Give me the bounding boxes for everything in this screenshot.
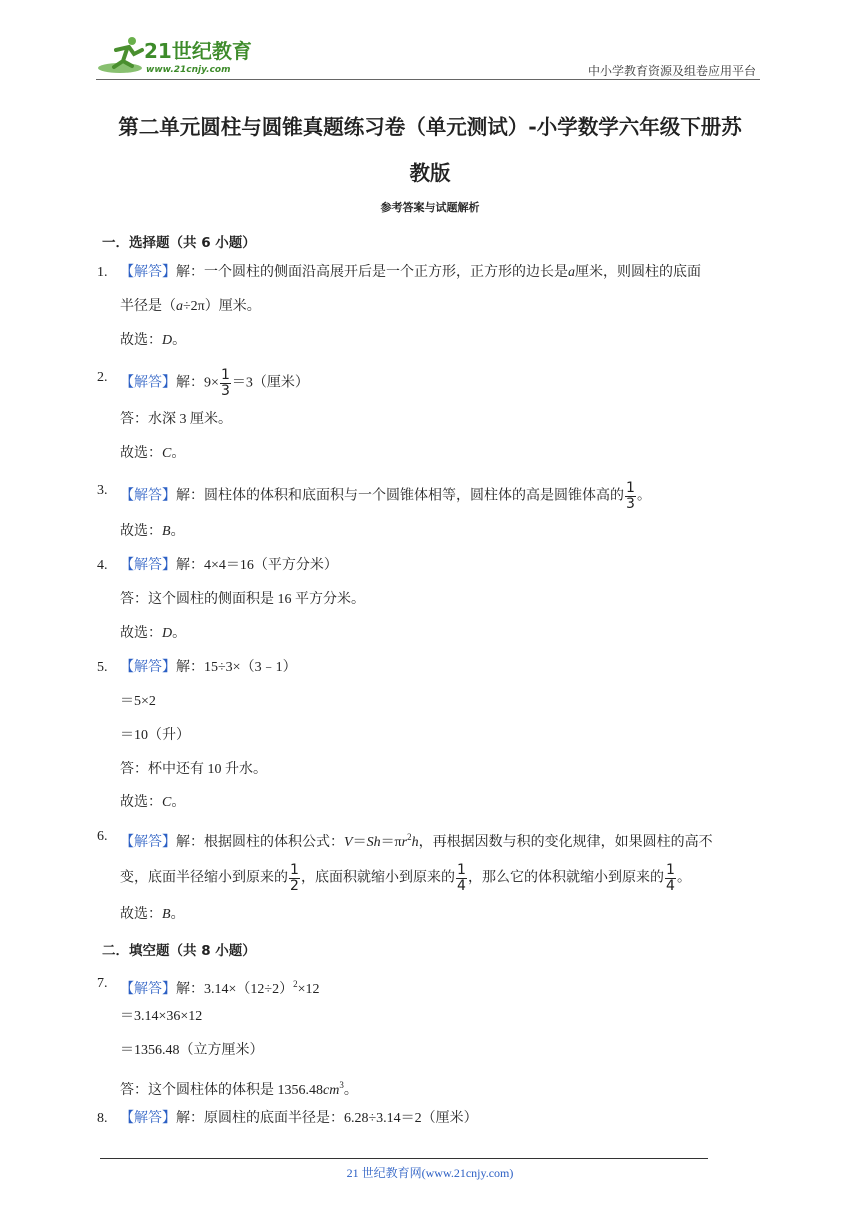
answer-text: ，那么它的体积就缩小到原来的: [468, 870, 664, 886]
choice-line: [120, 331, 186, 351]
question-number: 3.: [97, 483, 108, 498]
answer-text: ×12: [297, 982, 320, 997]
answer-text: 解：圆柱体的体积和底面积与一个圆锥体相等，圆柱体的高是圆锥体高的: [176, 488, 624, 504]
answer-line: ＝5×2: [120, 694, 156, 709]
punct: 。: [637, 488, 651, 504]
question-number: 2.: [97, 370, 108, 385]
question-number: 7.: [97, 976, 108, 991]
page-header: [96, 30, 760, 80]
answer-line: 答：杯中还有 10 升水。: [120, 762, 267, 777]
header-divider: [96, 79, 760, 80]
answer-line: ＝10（升）: [120, 728, 190, 743]
answer-line: [120, 297, 261, 317]
choice-line: [120, 522, 185, 542]
answer-line: [120, 263, 701, 283]
answer-line: [120, 863, 691, 894]
title-line-1: 第二单元圆柱与圆锥真题练习卷（单元测试）-小学数学六年级下册苏: [118, 115, 742, 139]
numerator: 1: [457, 862, 466, 878]
answer-line: ＝3.14×36×12: [120, 1009, 203, 1024]
answer-line: [120, 974, 320, 1000]
formula-var: V: [344, 835, 353, 850]
answer-text: 解：3.14×（12÷2）: [176, 982, 294, 997]
answer-line: 答：这个圆柱的侧面积是 16 平方分米。: [120, 592, 365, 607]
denominator: 3: [220, 383, 230, 399]
answer-text: ＝3（厘米）: [231, 375, 309, 391]
formula-op: ＝π: [380, 835, 402, 850]
punct: 。: [170, 524, 185, 539]
choice-label: 故选：: [120, 907, 162, 922]
punct: 。: [171, 795, 186, 810]
answer-text: 解：根据圆柱的体积公式：: [176, 835, 344, 850]
answer-tag: 【解答】: [120, 982, 176, 997]
question-number: 6.: [97, 829, 108, 844]
fraction: [220, 368, 231, 399]
choice-letter: C: [162, 446, 172, 461]
answer-line: [120, 556, 338, 576]
question-number: 5.: [97, 660, 108, 675]
answer-line: 答：水深 3 厘米。: [120, 412, 232, 427]
punct: 。: [677, 870, 691, 886]
answer-tag: 【解答】: [120, 835, 176, 850]
footer-link[interactable]: 21 世纪教育网(www.21cnjy.com): [346, 1166, 514, 1180]
choice-letter: D: [162, 333, 173, 348]
answer-tag: 【解答】: [120, 1111, 176, 1126]
choice-line: [120, 624, 186, 644]
answer-text: ，底面积就缩小到原来的: [301, 870, 455, 886]
answer-text: 答：这个圆柱体的体积是 1356.48: [120, 1083, 323, 1098]
answer-line: [120, 658, 297, 678]
variable: a: [568, 265, 575, 280]
answer-line: [120, 1109, 478, 1129]
fraction: [665, 863, 676, 894]
formula-var: r: [401, 835, 408, 850]
punct: 。: [170, 907, 185, 922]
answer-line: [120, 827, 713, 853]
section-heading-fill: 二．填空题（共 8 小题）: [102, 943, 256, 959]
punct: 。: [172, 626, 187, 641]
choice-line: [120, 444, 185, 464]
section-heading-choice: 一．选择题（共 6 小题）: [102, 235, 256, 251]
formula-var: Sh: [366, 835, 381, 850]
answer-text: ÷2π）厘米。: [183, 299, 261, 314]
answer-text: 解：原圆柱的底面半径是：6.28÷3.14＝2（厘米）: [176, 1111, 478, 1126]
formula-var: h: [411, 835, 419, 850]
fraction: [456, 863, 467, 894]
choice-letter: D: [162, 626, 173, 641]
numerator: 1: [666, 862, 675, 878]
svg-text:www.21cnjy.com: www.21cnjy.com: [146, 65, 231, 75]
fraction: [289, 863, 300, 894]
answer-text: 解：15÷3×（3﹣1）: [176, 660, 297, 675]
choice-letter: B: [162, 524, 171, 539]
exponent: 2: [407, 832, 412, 842]
site-logo: [96, 34, 266, 76]
variable: a: [176, 299, 183, 314]
exponent: 3: [339, 1080, 344, 1090]
answer-line: [120, 481, 651, 512]
choice-label: 故选：: [120, 446, 162, 461]
choice-label: 故选：: [120, 333, 162, 348]
formula-op: ＝: [352, 835, 367, 850]
choice-label: 故选：: [120, 795, 162, 810]
choice-line: [120, 905, 185, 925]
answer-tag: 【解答】: [120, 265, 176, 280]
footer-divider: [100, 1158, 708, 1159]
denominator: 3: [626, 496, 635, 512]
answer-tag: 【解答】: [120, 488, 176, 504]
choice-label: 故选：: [120, 524, 162, 539]
fraction: [625, 481, 636, 512]
choice-label: 故选：: [120, 626, 162, 641]
title-line-2: 教版: [409, 161, 451, 185]
numerator: 1: [220, 367, 230, 383]
answer-text: 解：一个圆柱的侧面沿高展开后是一个正方形，正方形的边长是: [176, 265, 568, 280]
numerator: 1: [290, 862, 299, 878]
denominator: 4: [666, 878, 675, 894]
answer-tag: 【解答】: [120, 558, 176, 573]
punct: 。: [171, 446, 186, 461]
choice-letter: B: [162, 907, 171, 922]
denominator: 4: [457, 878, 466, 894]
question-number: 4.: [97, 558, 108, 573]
exponent: 2: [293, 979, 298, 989]
platform-name: 中小学教育资源及组卷应用平台: [587, 64, 756, 78]
question-number: 8.: [97, 1111, 108, 1126]
answer-text: 解：9×: [176, 375, 219, 391]
answer-text: 半径是（: [120, 299, 176, 314]
answer-text: 变，底面半径缩小到原来的: [120, 870, 288, 886]
choice-line: [120, 793, 185, 813]
answer-tag: 【解答】: [120, 660, 176, 675]
page-subtitle: 参考答案与试题解析: [380, 201, 480, 214]
punct: 。: [343, 1083, 358, 1098]
svg-text:21世纪教育: 21世纪教育: [144, 39, 252, 63]
question-number: 1.: [97, 265, 108, 280]
answer-text: 厘米，则圆柱的底面: [575, 265, 701, 280]
unit: cm: [323, 1083, 340, 1098]
choice-letter: C: [162, 795, 172, 810]
page-title: [100, 104, 760, 196]
answer-text: 解：4×4＝16（平方分米）: [176, 558, 338, 573]
answer-text: ，再根据因数与积的变化规律，如果圆柱的高不: [418, 835, 713, 850]
punct: 。: [172, 333, 187, 348]
answer-line: [120, 368, 309, 399]
denominator: 2: [290, 878, 299, 894]
answer-tag: 【解答】: [120, 375, 176, 391]
answer-line: [120, 1075, 358, 1101]
numerator: 1: [626, 480, 635, 496]
answer-line: ＝1356.48（立方厘米）: [120, 1043, 264, 1058]
